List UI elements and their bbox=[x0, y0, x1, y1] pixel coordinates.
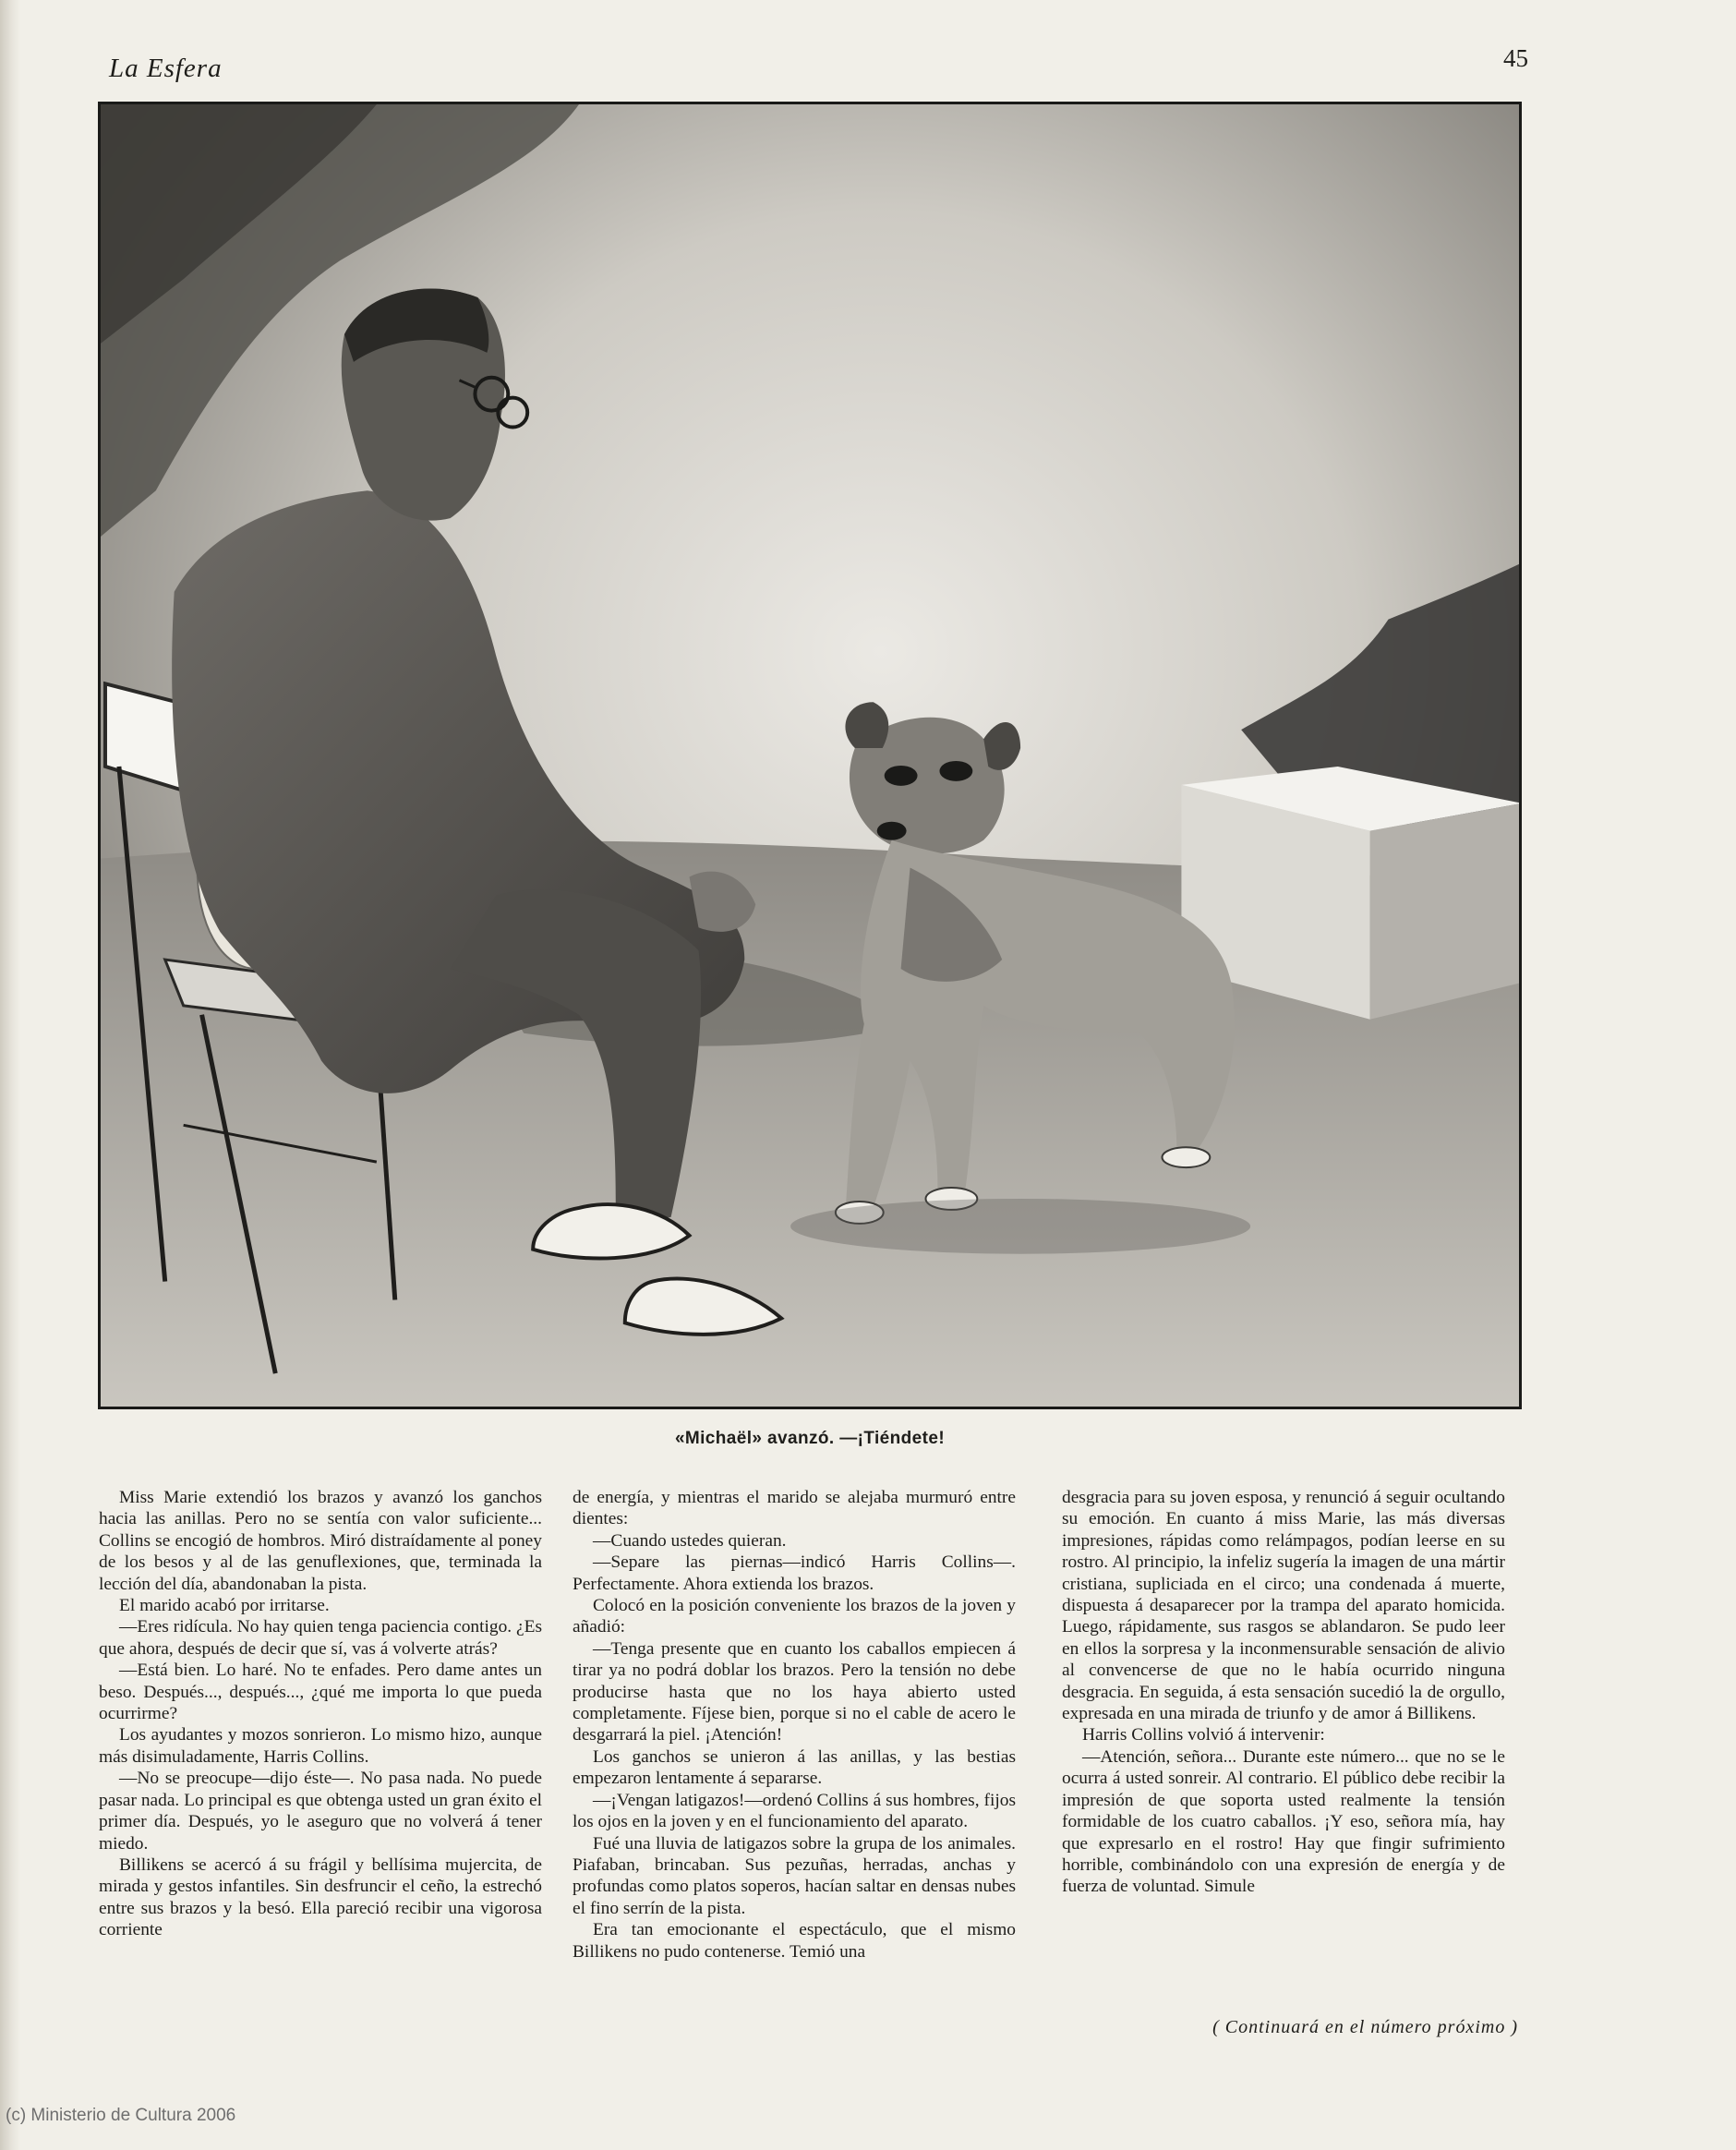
paragraph: Colocó en la posición conveniente los brazos de la joven y añadió: bbox=[573, 1596, 1016, 1637]
paragraph: —Atención, señora... Durante este número... que no se le ocurra á usted sonreir. Al contrario. El público debe recibir la impresión de que soporta usted realmente la tensión formidable de los cuatro caballos. ¡Y eso, señora mía, hay que expresarlo en el rostro! Hay que fingir sufrimiento horrible, combinándolo con una expresión de energía y de fuerza de voluntad. Simule bbox=[1062, 1746, 1505, 1897]
paragraph: desgracia para su joven esposa, y renunció á seguir ocultando su emoción. En cuanto á miss Marie, las más diversas impresiones, rápidas como relámpagos, podían leerse en su rostro. Al principio, la infeliz sugería la imagen de una mártir cristiana, supliciada en el circo; una condenada á muerte, dispuesta á desaparecer por la trampa del aparato homicida. Luego, rápidamente, sus rasgos se ablandaron. Se pudo leer en ellos la sorpresa y la inconmensurable sensación de alivio al convencerse de que no le había ocurrido ninguna desgracia. En seguida, á esta sensación sucedió la de orgullo, expresada en una mirada de triunfo y de amor á Billikens. bbox=[1062, 1488, 1505, 1724]
continuation-note: ( Continuará en el número próximo ) bbox=[1212, 2017, 1518, 2037]
magazine-name: La Esfera bbox=[109, 54, 223, 83]
paragraph: El marido acabó por irritarse. bbox=[119, 1596, 330, 1616]
paragraph: —No se preocupe—dijo éste—. No pasa nada. No puede pasar nada. Lo principal es que obtenga usted un gran éxito el primer día. Después, yo le aseguro que no volverá á tener miedo. bbox=[99, 1769, 542, 1854]
paragraph: Fué una lluvia de latigazos sobre la grupa de los animales. Piafaban, brincaban. Sus pezuñas, herradas, anchas y profundas como platos soperos, hacían saltar en densas nubes el fino serrín de la pista. bbox=[573, 1833, 1016, 1918]
paragraph: —Cuando ustedes quieran. bbox=[593, 1530, 787, 1551]
copyright-watermark: (c) Ministerio de Cultura 2006 bbox=[6, 2106, 236, 2125]
scan-page-edge bbox=[0, 0, 20, 2150]
text-column-1 bbox=[99, 1487, 542, 1941]
illustration-man-and-dog bbox=[98, 102, 1522, 1409]
paragraph: —¡Vengan latigazos!—ordenó Collins á sus hombres, fijos los ojos en la joven y en el funcionamiento del aparato. bbox=[573, 1790, 1016, 1832]
paragraph: Los ayudantes y mozos sonrieron. Lo mismo hizo, aunque más disimuladamente, Harris Collins. bbox=[99, 1725, 542, 1767]
paragraph: Era tan emocionante el espectáculo, que el mismo Billikens no pudo contenerse. Temió una bbox=[573, 1920, 1016, 1962]
paragraph: Harris Collins volvió á intervenir: bbox=[1082, 1725, 1325, 1745]
paragraph: —Está bien. Lo haré. No te enfades. Pero dame antes un beso. Después..., después..., ¿qué me importa lo que pueda ocurrirme? bbox=[99, 1661, 542, 1724]
paragraph: Billikens se acercó á su frágil y bellísima mujercita, de mirada y gestos infantiles. Sin desfruncir el ceño, la estrechó entre sus brazos y la besó. Ella pareció recibir una vigorosa corriente bbox=[99, 1854, 542, 1940]
text-column-3 bbox=[1062, 1487, 1505, 1898]
page-number: 45 bbox=[1503, 44, 1528, 72]
paragraph: Los ganchos se unieron á las anillas, y las bestias empezaron lentamente á separarse. bbox=[573, 1746, 1016, 1789]
text-column-2 bbox=[573, 1487, 1016, 1963]
paragraph: Miss Marie extendió los brazos y avanzó los ganchos hacia las anillas. Pero no se sentía con valor suficiente... Collins se encogió de hombros. Miró distraídamente al poney de los besos y al de las genuflexiones, que, terminada la lección del día, abandonaban la pista. bbox=[99, 1488, 542, 1594]
paragraph: —Separe las piernas—indicó Harris Collins—. Perfectamente. Ahora extienda los brazos. bbox=[573, 1552, 1016, 1594]
paragraph: —Eres ridícula. No hay quien tenga paciencia contigo. ¿Es que ahora, después de decir que sí, vas á volverte atrás? bbox=[99, 1617, 542, 1659]
paragraph: de energía, y mientras el marido se alejaba murmuró entre dientes: bbox=[573, 1488, 1016, 1529]
paragraph: —Tenga presente que en cuanto los caballos empiecen á tirar ya no podrá doblar los brazos. Pero la tensión no debe producirse hasta que no los haya abierto usted completamente. Fíjese bien, porque si no el cable de acero le desgarrará la piel. ¡Atención! bbox=[573, 1638, 1016, 1745]
illustration-caption: «Michaël» avanzó. —¡Tiéndete! bbox=[674, 1429, 946, 1448]
